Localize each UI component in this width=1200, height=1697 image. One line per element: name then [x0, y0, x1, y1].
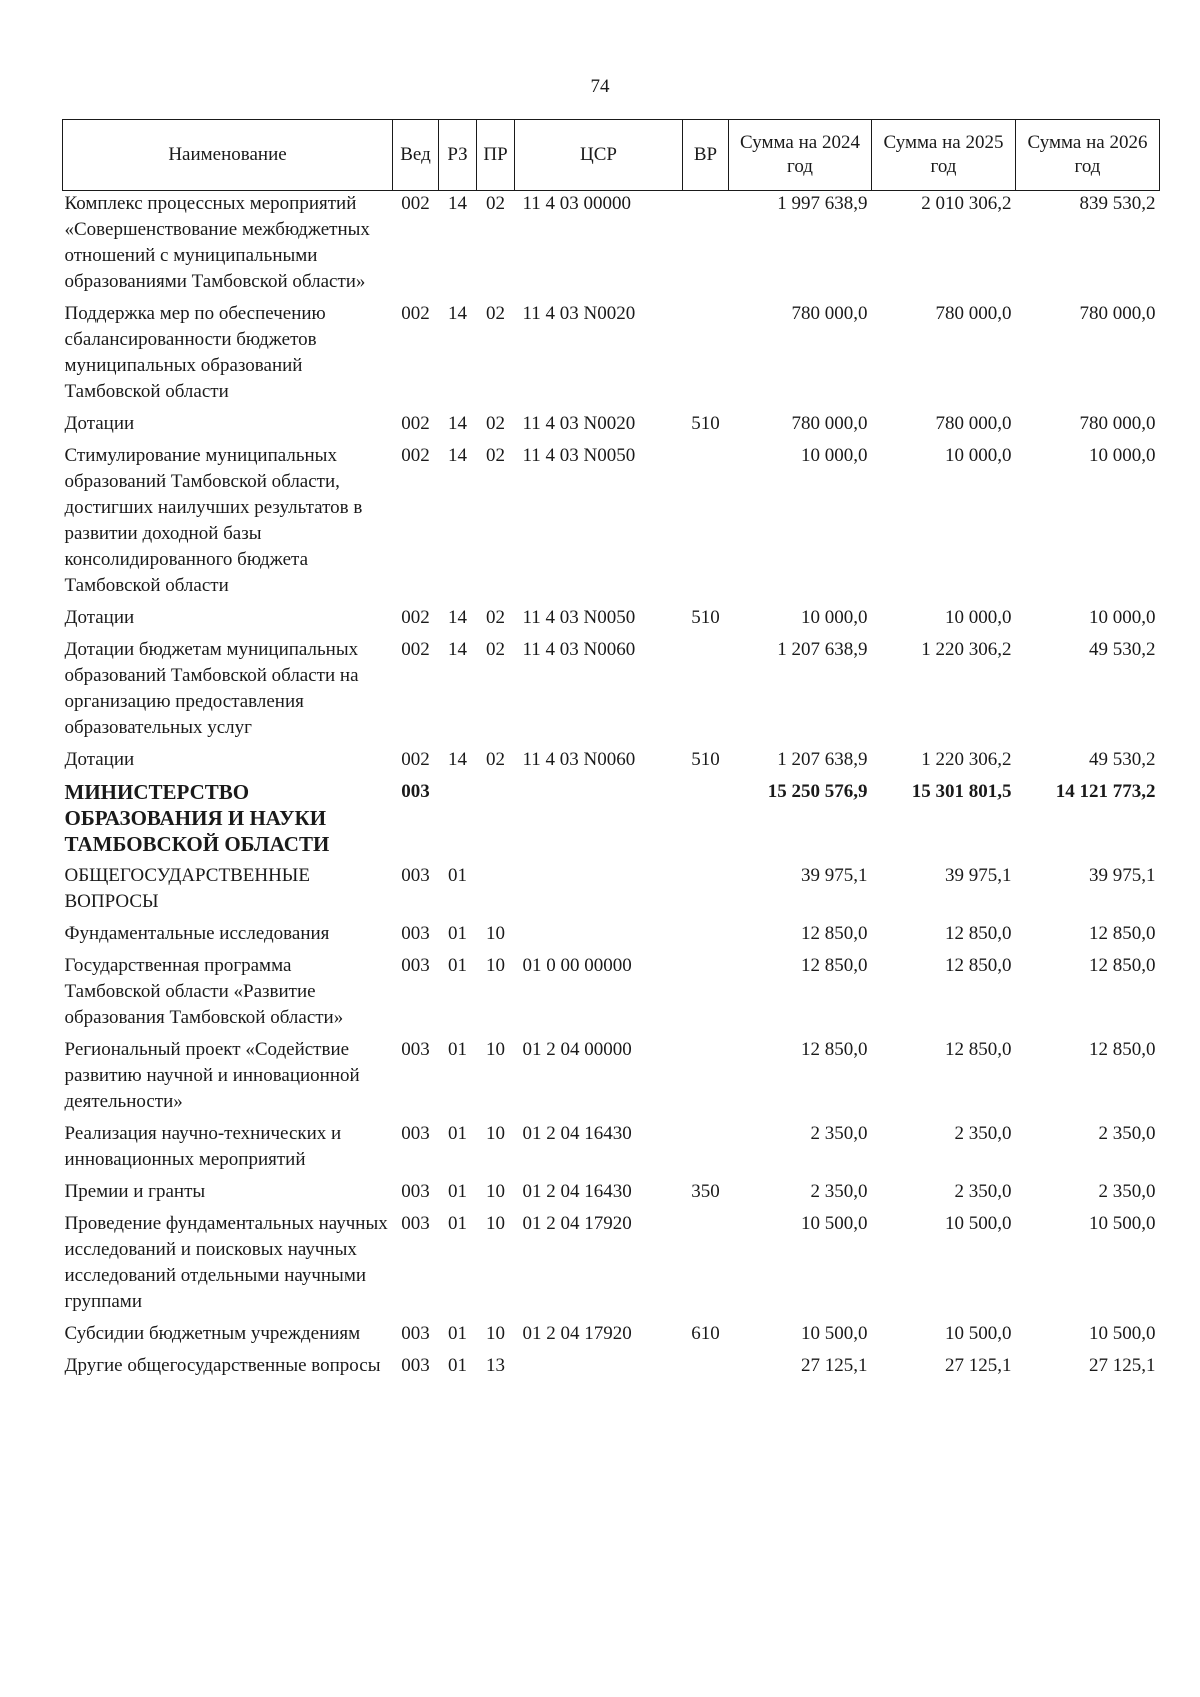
cell-ved: 003 — [401, 1323, 430, 1344]
cell-vr: 610 — [691, 1323, 720, 1344]
cell-pr: 02 — [486, 445, 505, 466]
cell-sum-2026: 10 500,0 — [1089, 1323, 1156, 1344]
cell-vr: 510 — [691, 749, 720, 770]
cell-vr — [683, 1211, 729, 1321]
cell-vr — [683, 953, 729, 1037]
cell-sum-2025: 1 220 306,2 — [921, 749, 1012, 770]
cell-vr — [683, 1121, 729, 1179]
cell-rz: 14 — [448, 413, 467, 434]
cell-ved: 002 — [401, 413, 430, 434]
cell-ved: 003 — [401, 865, 430, 886]
cell-sum-2026: 12 850,0 — [1089, 955, 1156, 976]
cell-sum-2025: 780 000,0 — [935, 303, 1012, 324]
cell-csr: 01 2 04 00000 — [522, 1039, 632, 1060]
cell-sum-2024: 12 850,0 — [801, 923, 868, 944]
cell-pr: 02 — [486, 193, 505, 214]
cell-rz: 01 — [448, 1181, 467, 1202]
cell-sum-2026: 2 350,0 — [1098, 1181, 1156, 1202]
cell-pr: 10 — [486, 923, 505, 944]
cell-ved: 003 — [401, 955, 430, 976]
page-number: 74 — [590, 76, 610, 97]
cell-rz: 01 — [448, 1039, 467, 1060]
cell-sum-2024: 27 125,1 — [801, 1355, 868, 1376]
header-sum-2025: Сумма на 2025 год — [872, 120, 1016, 191]
cell-rz: 01 — [448, 865, 467, 886]
cell-ved: 002 — [401, 749, 430, 770]
cell-rz: 14 — [448, 749, 467, 770]
cell-sum-2026: 49 530,2 — [1089, 749, 1156, 770]
cell-sum-2026: 39 975,1 — [1089, 865, 1156, 886]
table-row — [63, 637, 1160, 747]
cell-sum-2024: 10 500,0 — [801, 1213, 868, 1234]
cell-vr — [683, 1353, 729, 1385]
cell-sum-2024: 10 000,0 — [801, 607, 868, 628]
cell-pr: 02 — [486, 303, 505, 324]
cell-ved: 003 — [401, 1213, 430, 1234]
budget-table — [62, 119, 1160, 1385]
cell-sum-2026: 14 121 773,2 — [1055, 781, 1156, 802]
table-header — [63, 120, 1160, 191]
cell-sum-2025: 10 000,0 — [945, 607, 1012, 628]
cell-vr — [683, 863, 729, 921]
cell-sum-2025: 2 350,0 — [954, 1123, 1012, 1144]
cell-name: Премии и гранты — [64, 1181, 206, 1202]
table-row — [63, 411, 1160, 443]
cell-ved: 003 — [401, 923, 430, 944]
cell-pr: 10 — [486, 1123, 505, 1144]
header-sum-2024: Сумма на 2024 год — [729, 120, 872, 191]
cell-name: Государственная программа Тамбовской области «Развитие образования Тамбовской области» — [64, 955, 344, 1028]
cell-csr — [515, 921, 683, 953]
cell-vr — [683, 779, 729, 863]
cell-pr: 10 — [486, 955, 505, 976]
cell-csr: 11 4 03 N0060 — [522, 749, 636, 770]
cell-pr: 10 — [486, 1181, 505, 1202]
cell-csr: 01 2 04 16430 — [522, 1181, 632, 1202]
cell-csr: 11 4 03 N0020 — [522, 303, 636, 324]
cell-sum-2025: 10 500,0 — [945, 1213, 1012, 1234]
cell-csr — [515, 779, 683, 863]
cell-vr — [683, 1037, 729, 1121]
cell-csr: 01 2 04 16430 — [522, 1123, 632, 1144]
cell-sum-2025: 10 500,0 — [945, 1323, 1012, 1344]
cell-name: Субсидии бюджетным учреждениям — [64, 1323, 361, 1344]
cell-rz: 14 — [448, 193, 467, 214]
cell-csr: 11 4 03 00000 — [522, 193, 632, 214]
cell-rz: 14 — [448, 639, 467, 660]
cell-csr — [515, 863, 683, 921]
cell-ved: 002 — [401, 193, 430, 214]
cell-pr: 02 — [486, 607, 505, 628]
table-row — [63, 191, 1160, 302]
cell-name: Региональный проект «Содействие развитию научной и инновационной деятельности» — [64, 1039, 360, 1112]
header-pr: ПР — [477, 120, 515, 191]
cell-sum-2025: 1 220 306,2 — [921, 639, 1012, 660]
table-row — [63, 301, 1160, 411]
cell-rz: 01 — [448, 1213, 467, 1234]
cell-pr: 10 — [486, 1213, 505, 1234]
cell-sum-2024: 10 500,0 — [801, 1323, 868, 1344]
table-row — [63, 1037, 1160, 1121]
cell-sum-2024: 2 350,0 — [810, 1123, 868, 1144]
cell-sum-2025: 10 000,0 — [945, 445, 1012, 466]
cell-sum-2026: 780 000,0 — [1079, 303, 1156, 324]
cell-sum-2025: 2 350,0 — [954, 1181, 1012, 1202]
cell-ved: 003 — [401, 1039, 430, 1060]
cell-sum-2026: 12 850,0 — [1089, 1039, 1156, 1060]
cell-rz: 14 — [448, 445, 467, 466]
cell-sum-2026: 780 000,0 — [1079, 413, 1156, 434]
cell-csr: 01 2 04 17920 — [522, 1323, 632, 1344]
table-row — [63, 1353, 1160, 1385]
cell-vr: 510 — [691, 413, 720, 434]
cell-csr: 11 4 03 N0050 — [522, 445, 636, 466]
table-row — [63, 779, 1160, 863]
cell-ved: 003 — [401, 1355, 430, 1376]
cell-sum-2025: 12 850,0 — [945, 923, 1012, 944]
cell-vr — [683, 637, 729, 747]
cell-vr: 350 — [691, 1181, 720, 1202]
cell-rz: 01 — [448, 1355, 467, 1376]
cell-sum-2025: 12 850,0 — [945, 1039, 1012, 1060]
cell-name: Дотации бюджетам муниципальных образований Тамбовской области на организацию предоставления образовательных услуг — [64, 639, 359, 738]
cell-name: Дотации — [64, 607, 135, 628]
cell-vr: 510 — [691, 607, 720, 628]
cell-pr: 10 — [486, 1039, 505, 1060]
cell-sum-2026: 27 125,1 — [1089, 1355, 1156, 1376]
cell-name: Реализация научно-технических и инновационных мероприятий — [64, 1123, 342, 1170]
cell-sum-2024: 2 350,0 — [810, 1181, 868, 1202]
table-row — [63, 1321, 1160, 1353]
cell-sum-2025: 2 010 306,2 — [921, 193, 1012, 214]
cell-pr — [477, 779, 515, 863]
header-rz: РЗ — [439, 120, 477, 191]
cell-csr: 11 4 03 N0060 — [522, 639, 636, 660]
cell-sum-2026: 2 350,0 — [1098, 1123, 1156, 1144]
header-ved: Вед — [393, 120, 439, 191]
header-vr: ВР — [683, 120, 729, 191]
cell-ved: 002 — [401, 445, 430, 466]
cell-sum-2026: 12 850,0 — [1089, 923, 1156, 944]
cell-ved: 002 — [401, 607, 430, 628]
cell-name: Проведение фундаментальных научных исследований и поисковых научных исследований отдельными научными группами — [64, 1213, 388, 1312]
cell-rz: 01 — [448, 1323, 467, 1344]
cell-ved: 003 — [401, 1181, 430, 1202]
cell-name: Другие общегосударственные вопросы — [64, 1355, 381, 1376]
cell-name: Комплекс процессных мероприятий «Совершенствование межбюджетных отношений с муниципальными образованиями Тамбовской области» — [64, 193, 370, 292]
table-row — [63, 605, 1160, 637]
cell-sum-2024: 12 850,0 — [801, 1039, 868, 1060]
cell-csr: 01 2 04 17920 — [522, 1213, 632, 1234]
cell-csr: 11 4 03 N0050 — [522, 607, 636, 628]
cell-csr: 11 4 03 N0020 — [522, 413, 636, 434]
cell-sum-2026: 839 530,2 — [1079, 193, 1156, 214]
cell-pr: 13 — [486, 1355, 505, 1376]
cell-pr: 02 — [486, 413, 505, 434]
cell-sum-2025: 12 850,0 — [945, 955, 1012, 976]
cell-sum-2024: 15 250 576,9 — [767, 781, 868, 802]
table-row — [63, 863, 1160, 921]
cell-ved: 002 — [401, 639, 430, 660]
cell-name: МИНИСТЕРСТВО ОБРАЗОВАНИЯ И НАУКИ ТАМБОВСКОЙ ОБЛАСТИ — [64, 780, 330, 856]
cell-rz: 01 — [448, 1123, 467, 1144]
cell-rz: 01 — [448, 923, 467, 944]
header-csr: ЦСР — [515, 120, 683, 191]
cell-sum-2026: 49 530,2 — [1089, 639, 1156, 660]
cell-sum-2025: 27 125,1 — [945, 1355, 1012, 1376]
cell-csr — [515, 1353, 683, 1385]
table-row — [63, 443, 1160, 605]
cell-name: Поддержка мер по обеспечению сбалансированности бюджетов муниципальных образований Тамбовской области — [64, 303, 326, 402]
table-row — [63, 1121, 1160, 1179]
table-row — [63, 953, 1160, 1037]
table-row — [63, 747, 1160, 779]
cell-pr: 02 — [486, 639, 505, 660]
cell-name: Дотации — [64, 413, 135, 434]
cell-pr: 02 — [486, 749, 505, 770]
cell-sum-2024: 780 000,0 — [791, 303, 868, 324]
cell-sum-2025: 39 975,1 — [945, 865, 1012, 886]
cell-ved: 003 — [401, 781, 430, 802]
cell-pr — [477, 863, 515, 921]
cell-sum-2025: 15 301 801,5 — [911, 781, 1012, 802]
cell-sum-2024: 12 850,0 — [801, 955, 868, 976]
cell-vr — [683, 443, 729, 605]
cell-name: ОБЩЕГОСУДАРСТВЕННЫЕ ВОПРОСЫ — [64, 865, 310, 912]
header-sum-2026: Сумма на 2026 год — [1016, 120, 1160, 191]
cell-vr — [683, 191, 729, 302]
cell-rz: 14 — [448, 303, 467, 324]
cell-name: Стимулирование муниципальных образований Тамбовской области, достигших наилучших результатов в развитии доходной базы консолидированного бюджета Тамбовской области — [64, 445, 363, 596]
cell-sum-2024: 10 000,0 — [801, 445, 868, 466]
cell-rz: 01 — [448, 955, 467, 976]
cell-pr: 10 — [486, 1323, 505, 1344]
cell-sum-2026: 10 500,0 — [1089, 1213, 1156, 1234]
cell-sum-2024: 780 000,0 — [791, 413, 868, 434]
cell-sum-2026: 10 000,0 — [1089, 607, 1156, 628]
cell-sum-2025: 780 000,0 — [935, 413, 1012, 434]
header-name: Наименование — [63, 120, 393, 191]
cell-rz: 14 — [448, 607, 467, 628]
table-row — [63, 921, 1160, 953]
cell-sum-2026: 10 000,0 — [1089, 445, 1156, 466]
cell-name: Дотации — [64, 749, 135, 770]
cell-vr — [683, 301, 729, 411]
cell-csr: 01 0 00 00000 — [522, 955, 632, 976]
table-row — [63, 1211, 1160, 1321]
cell-vr — [683, 921, 729, 953]
cell-sum-2024: 1 207 638,9 — [777, 749, 868, 770]
cell-rz — [439, 779, 477, 863]
cell-sum-2024: 39 975,1 — [801, 865, 868, 886]
cell-name: Фундаментальные исследования — [64, 923, 330, 944]
table-body — [63, 191, 1160, 1386]
cell-sum-2024: 1 997 638,9 — [777, 193, 868, 214]
cell-sum-2024: 1 207 638,9 — [777, 639, 868, 660]
cell-ved: 003 — [401, 1123, 430, 1144]
table-row — [63, 1179, 1160, 1211]
cell-ved: 002 — [401, 303, 430, 324]
